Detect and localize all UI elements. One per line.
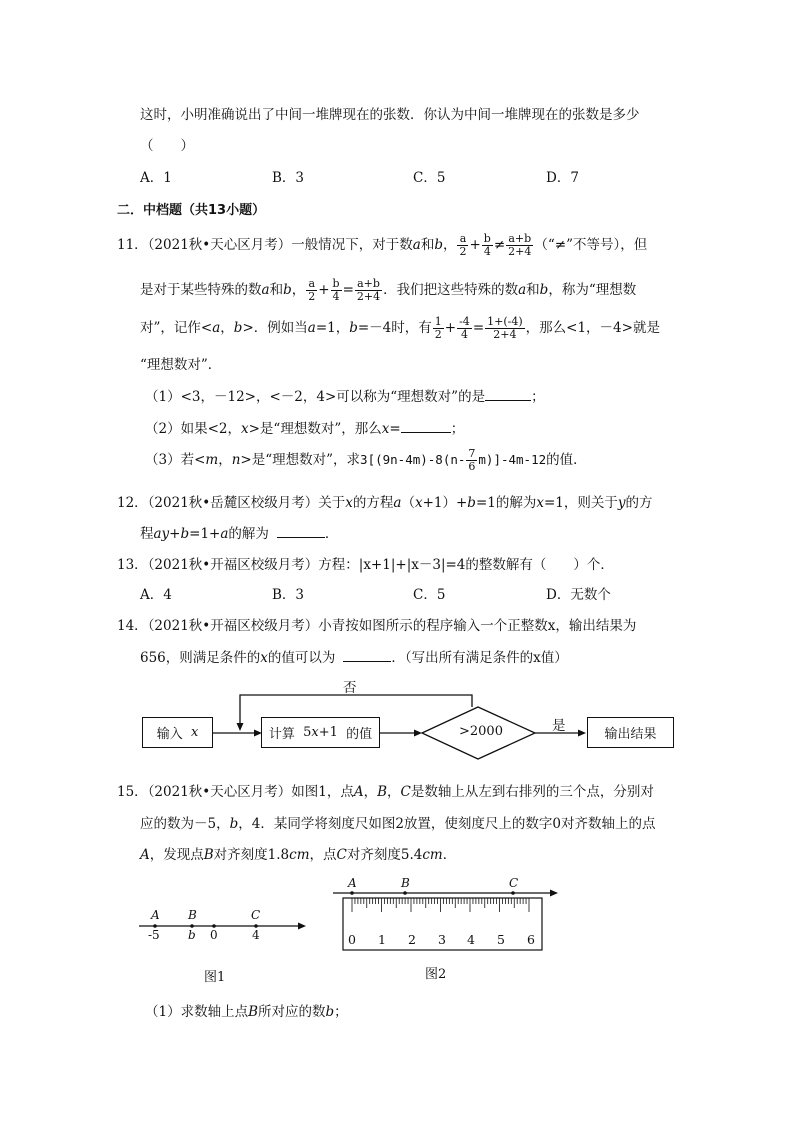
var-b: b bbox=[325, 1004, 335, 1020]
frac-den: 2+4 bbox=[356, 290, 381, 303]
fig2-point-b bbox=[403, 891, 407, 895]
frac-den: 2 bbox=[459, 245, 467, 258]
fig1-value-a: -5 bbox=[148, 928, 160, 942]
q11-text: >．例如当 bbox=[242, 320, 308, 336]
flow-input-label: 输入 bbox=[156, 727, 183, 742]
frac-num: b bbox=[483, 232, 491, 245]
q11-text: 和 bbox=[269, 282, 284, 298]
q12-text: =1，则关于 bbox=[543, 495, 618, 511]
fig2-point-c bbox=[511, 891, 515, 895]
flow-output-label: 输出结果 bbox=[604, 727, 657, 742]
var-b: b bbox=[229, 816, 239, 832]
ruler-tick-label-3: 3 bbox=[438, 932, 446, 947]
eq-sign: = bbox=[472, 320, 485, 336]
frac-num: 1+(-4) bbox=[487, 315, 523, 328]
q12-text: 程 bbox=[140, 526, 154, 542]
var-b: b bbox=[467, 495, 476, 511]
frac-num: a bbox=[306, 278, 317, 291]
fig2-label-c: C bbox=[509, 876, 519, 890]
fig2-label-a: A bbox=[348, 876, 357, 890]
q14-text: ．（写出所有满足条件的x值） bbox=[391, 650, 568, 666]
point-b: B bbox=[203, 847, 214, 863]
q11-text: （3）若< bbox=[145, 452, 206, 468]
fig1-label-a: A bbox=[151, 908, 160, 922]
var-x: x bbox=[536, 495, 544, 511]
frac-den: 2 bbox=[308, 290, 316, 303]
point-a: A bbox=[353, 784, 364, 800]
q11-text: （2）如果<2， bbox=[145, 421, 241, 437]
ruler-tick-label-6: 6 bbox=[527, 932, 535, 947]
q11-text: ， bbox=[220, 320, 234, 336]
var-b: b bbox=[233, 320, 243, 336]
flow-calc-expr: 5 bbox=[303, 725, 312, 740]
point-a: A bbox=[140, 847, 150, 863]
var-a: a bbox=[212, 320, 221, 336]
q13-text: 方程：|x+1|+|x－3|=4的整数解有（ ）个． bbox=[318, 557, 614, 573]
q11-text: ； bbox=[531, 389, 545, 405]
q15-text: （1）求数轴上点 bbox=[145, 1004, 249, 1020]
flow-yes-label: 是 bbox=[552, 718, 566, 734]
var-b: b bbox=[434, 237, 443, 253]
ruler-tick-label-0: 0 bbox=[348, 932, 356, 947]
q15-text: 是数轴上从左到右排列的三个点，分别对 bbox=[410, 784, 654, 800]
q11-text: 和 bbox=[526, 282, 540, 298]
var-x: x bbox=[345, 495, 353, 511]
point-c: C bbox=[336, 847, 347, 863]
q14-text: 656，则满足条件的 bbox=[140, 650, 261, 666]
q15-number: 15． bbox=[117, 784, 148, 800]
q13-choice-c: C．5 bbox=[413, 587, 446, 603]
ruler-tick-label-1: 1 bbox=[378, 932, 386, 947]
frac-den: 2+4 bbox=[493, 328, 517, 341]
frac-num: b bbox=[332, 277, 340, 290]
var-m: m bbox=[205, 452, 219, 468]
var-x: x bbox=[190, 725, 199, 740]
frac-den: 4 bbox=[460, 328, 468, 341]
ruler-tick-label-2: 2 bbox=[408, 932, 416, 947]
q11-source: （2021秋•天心区月考） bbox=[147, 237, 292, 253]
var-a: a bbox=[518, 282, 527, 298]
plus-sign: + bbox=[444, 320, 457, 336]
var-x: x bbox=[414, 495, 423, 511]
prev-question-paren: （ ） bbox=[140, 138, 194, 154]
fig1-value-b: b bbox=[188, 928, 196, 942]
q15-text: ， bbox=[363, 784, 378, 800]
fig1-label-c: C bbox=[251, 908, 261, 922]
q11-line4: “理想数对”． bbox=[140, 357, 222, 373]
q11-text: ，称为“理想数 bbox=[548, 282, 637, 298]
q11-text: 对”，记作< bbox=[140, 320, 213, 336]
q12-number: 12． bbox=[117, 495, 148, 511]
q12-text: =1的解为 bbox=[475, 495, 537, 511]
q15-text: 对齐刻度1.8 bbox=[213, 847, 290, 863]
q11-text: =1， bbox=[315, 320, 350, 336]
q14-source: （2021秋•开福区校级月考） bbox=[147, 618, 319, 634]
q12-text: 的解为 bbox=[228, 526, 269, 542]
frac-den: 2 bbox=[434, 328, 442, 341]
q11-text: 一般情况下，对于数 bbox=[291, 237, 413, 253]
point-b: B bbox=[248, 1004, 259, 1020]
q15-text: ． bbox=[442, 847, 457, 863]
frac-den: 4 bbox=[332, 290, 340, 303]
unit-cm: cm bbox=[422, 847, 443, 863]
q15-text: ，发现点 bbox=[149, 847, 204, 863]
frac-num: a+b bbox=[506, 233, 533, 246]
var-a: a bbox=[307, 320, 316, 336]
var-a: a bbox=[393, 495, 402, 511]
var-y: y bbox=[617, 495, 626, 511]
q12-text: +1）+ bbox=[422, 495, 468, 511]
flow-calc-suffix: 的值 bbox=[346, 727, 373, 742]
q15-text: 应的数为－5， bbox=[140, 816, 230, 832]
frac-num: a bbox=[457, 233, 468, 246]
q15-text: ； bbox=[334, 1004, 348, 1020]
fig1-caption: 图1 bbox=[204, 970, 226, 985]
q12-text: 的方程 bbox=[352, 495, 394, 511]
plus-sign: + bbox=[469, 237, 481, 253]
prev-question-text: 这时，小明准确说出了中间一堆牌现在的张数．你认为中间一堆牌现在的张数是多少 bbox=[140, 107, 640, 123]
frac-num: 1 bbox=[434, 315, 442, 328]
fig2-arrow-head bbox=[550, 890, 558, 897]
var-x: x bbox=[241, 421, 249, 437]
fig1-label-b: B bbox=[188, 908, 197, 922]
q12-text: （ bbox=[401, 495, 415, 511]
q11-text: 和 bbox=[420, 237, 435, 253]
q13-choice-b: B．3 bbox=[272, 587, 305, 603]
q11-text: （“≠”不等号），但 bbox=[534, 237, 648, 253]
q11-text: ．我们把这些特殊的数 bbox=[383, 282, 519, 298]
fig2-caption: 图2 bbox=[425, 967, 447, 982]
fig2-label-b: B bbox=[401, 876, 410, 890]
flow-calc-label: 计算 bbox=[268, 727, 295, 742]
fig1-value-origin: 0 bbox=[210, 928, 218, 942]
q15-text: 如图1，点 bbox=[291, 784, 354, 800]
var-b: b bbox=[539, 282, 549, 298]
flow-condition-label: >2000 bbox=[459, 724, 503, 739]
flow-no-label: 否 bbox=[343, 680, 357, 696]
point-b: B bbox=[377, 784, 388, 800]
q11-text: >是“理想数对”，那么 bbox=[248, 421, 382, 437]
fig1-value-c: 4 bbox=[252, 928, 260, 942]
fig2-point-a bbox=[350, 891, 354, 895]
q11-text: ，那么<1，－4>就是 bbox=[525, 320, 660, 336]
section-heading: 二．中档题（共13小题） bbox=[117, 203, 266, 218]
unit-cm: cm bbox=[289, 847, 310, 863]
prev-choice-b: B．3 bbox=[272, 170, 305, 186]
var-a: a bbox=[412, 237, 421, 253]
q11-number: 11． bbox=[117, 237, 148, 253]
q11-text: ； bbox=[450, 421, 465, 437]
frac-num: -4 bbox=[459, 315, 470, 328]
q15-text: ，4．某同学将刻度尺如图2放置，使刻度尺上的数字0对齐数轴上的点 bbox=[238, 816, 656, 832]
q11-text: =－4时，有 bbox=[357, 320, 432, 336]
q15-source: （2021秋•天心区月考） bbox=[147, 784, 292, 800]
q11-text: ， bbox=[218, 452, 232, 468]
eq-sign: = bbox=[342, 282, 354, 298]
frac-den: 6 bbox=[468, 460, 476, 473]
q15-text: 所对应的数 bbox=[258, 1004, 326, 1020]
var-a: a bbox=[220, 526, 229, 542]
q13-source: （2021秋•开福区校级月考） bbox=[147, 557, 319, 573]
frac-num: a+b bbox=[355, 278, 382, 291]
frac-num: 7 bbox=[468, 447, 476, 460]
q11-text: = bbox=[389, 421, 401, 437]
q11-text: ， bbox=[291, 282, 306, 298]
q12-source: （2021秋•岳麓区校级月考） bbox=[147, 495, 319, 511]
prev-choice-d: D．7 bbox=[546, 170, 579, 186]
q12-equation: ay+b bbox=[153, 526, 190, 542]
var-b: b bbox=[349, 320, 358, 336]
q11-text: >是“理想数对”，求 bbox=[240, 452, 361, 468]
q12-text: 的方 bbox=[625, 495, 653, 511]
prev-choice-a: A．1 bbox=[140, 170, 172, 186]
var-x: x bbox=[311, 725, 319, 740]
var-x: x bbox=[381, 421, 390, 437]
plus-sign: + bbox=[318, 282, 330, 298]
q13-choice-d: D．无数个 bbox=[546, 587, 611, 603]
prev-choice-c: C．5 bbox=[413, 170, 446, 186]
q15-part1 bbox=[145, 1000, 348, 1020]
neq-sign: ≠ bbox=[493, 237, 506, 253]
q12-text: =1+ bbox=[189, 526, 221, 542]
q11-part1-text: （1）<3，－12>，<－2，4>可以称为“理想数对”的是 bbox=[145, 389, 486, 405]
q12-text: 关于 bbox=[318, 495, 346, 511]
ruler-tick-label-5: 5 bbox=[497, 932, 505, 947]
q13-choice-a: A．4 bbox=[140, 587, 172, 603]
point-c: C bbox=[400, 784, 411, 800]
q12-text: ． bbox=[324, 526, 339, 542]
expression: m)]-4m-12 bbox=[478, 452, 547, 467]
frac-den: 4 bbox=[483, 245, 491, 258]
q11-text: ， bbox=[442, 237, 457, 253]
q15-text: ，点 bbox=[309, 847, 337, 863]
q11-text: 是对于某些特殊的数 bbox=[140, 282, 262, 298]
q13-number: 13． bbox=[117, 557, 148, 573]
q11-text: 的值． bbox=[546, 452, 587, 468]
frac-den: 2+4 bbox=[508, 245, 532, 258]
q14-text: 的值可以为 bbox=[267, 650, 336, 666]
var-a: a bbox=[261, 282, 270, 298]
expression: 3[(9n-4m)-8(n- bbox=[360, 452, 466, 467]
flow-calc-expr: +1 bbox=[318, 725, 338, 740]
q14-number: 14． bbox=[117, 618, 148, 634]
q15-text: 对齐刻度5.4 bbox=[346, 847, 423, 863]
q15-text: ， bbox=[387, 784, 401, 800]
var-n: n bbox=[231, 452, 241, 468]
ruler-tick-label-4: 4 bbox=[467, 932, 475, 947]
q14-text: 小青按如图所示的程序输入一个正整数x，输出结果为 bbox=[318, 618, 637, 634]
var-b: b bbox=[283, 282, 292, 298]
var-x: x bbox=[260, 650, 268, 666]
